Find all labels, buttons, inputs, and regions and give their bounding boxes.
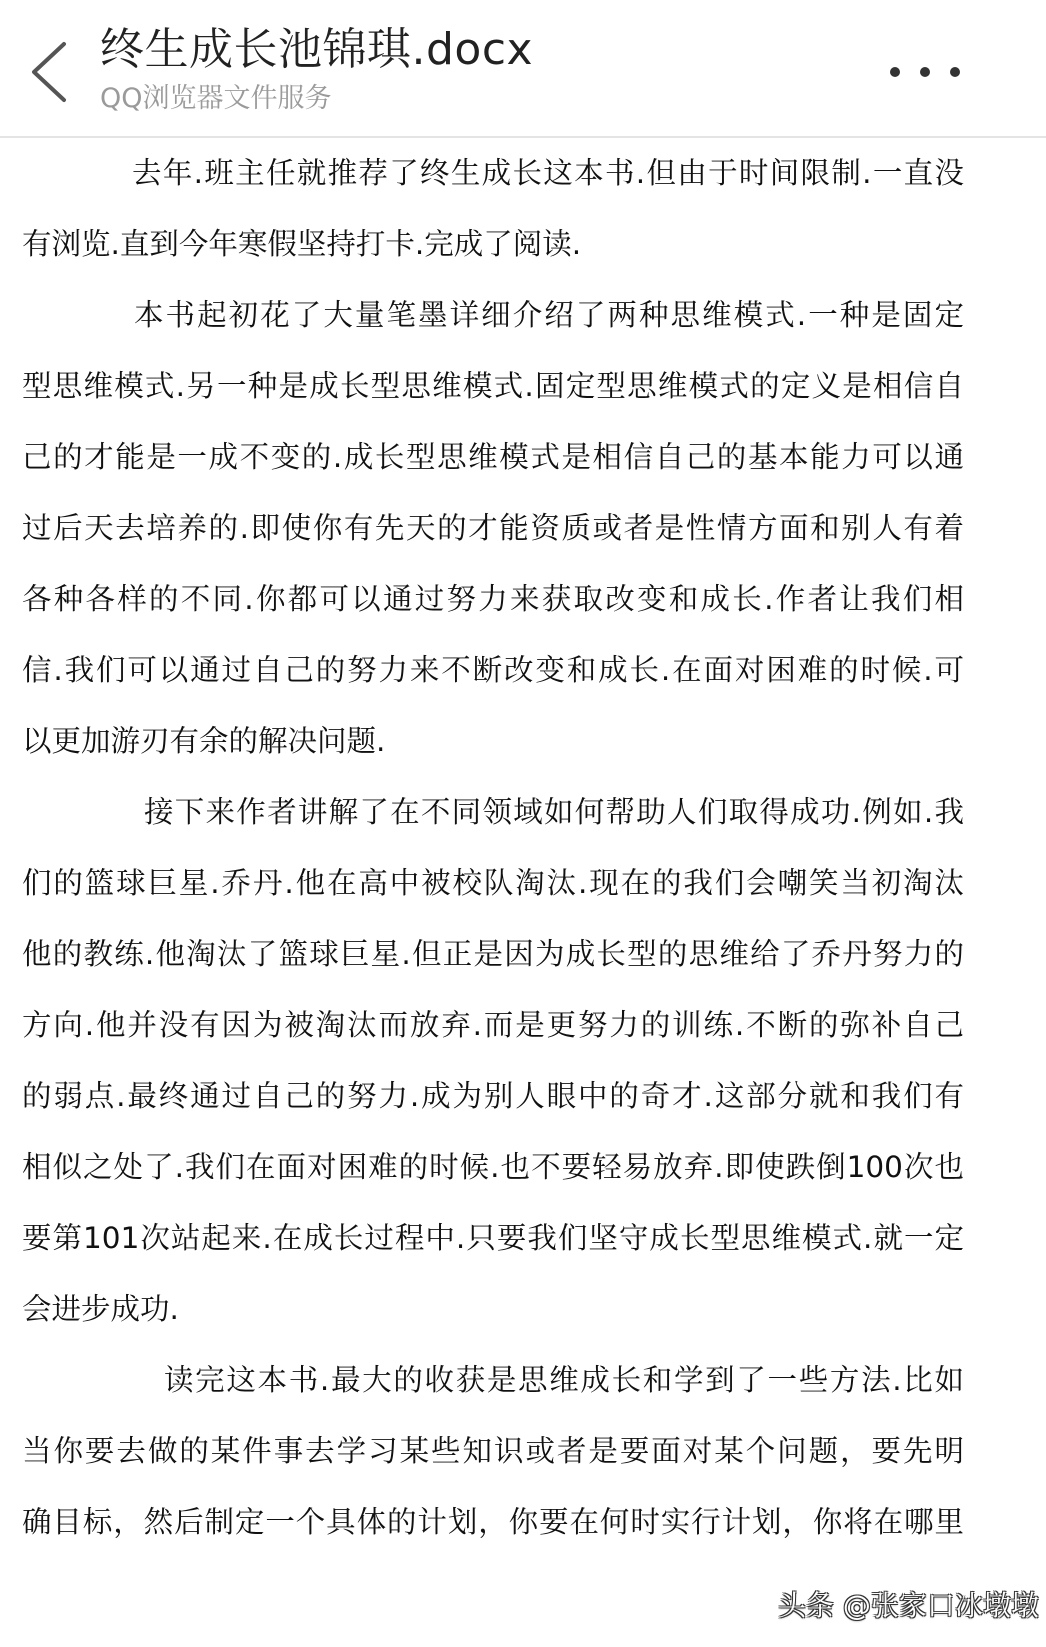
document-body	[22, 138, 964, 1558]
document-title: 终生成长池锦琪.docx	[100, 24, 534, 75]
document-text-line: 当你要去做的某件事去学习某些知识或者是要面对某个问题，要先明	[22, 1434, 964, 1468]
more-horizontal-icon-dot	[950, 67, 960, 77]
title-block	[100, 22, 533, 116]
document-text-line: 相似之处了.我们在面对困难的时候.也不要轻易放弃.即使跌倒100次也	[22, 1150, 964, 1184]
more-options-button[interactable]	[890, 56, 960, 88]
document-text-line: 接下来作者讲解了在不同领域如何帮助人们取得成功.例如.我	[144, 795, 964, 829]
document-text-line: 会进步成功.	[22, 1292, 179, 1326]
app-header	[0, 0, 1046, 138]
document-text-line: 型思维模式.另一种是成长型思维模式.固定型思维模式的定义是相信自	[22, 369, 964, 403]
document-text-line: 方向.他并没有因为被淘汰而放弃.而是更努力的训练.不断的弥补自己	[22, 1008, 964, 1042]
document-text-line: 信.我们可以通过自己的努力来不断改变和成长.在面对困难的时候.可	[22, 653, 964, 687]
document-text-line: 有浏览.直到今年寒假坚持打卡.完成了阅读.	[22, 227, 582, 261]
document-source-subtitle: QQ浏览器文件服务	[100, 83, 332, 114]
document-text-line: 以更加游刃有余的解决问题.	[22, 724, 386, 758]
back-button[interactable]	[22, 36, 82, 106]
document-text-line: 读完这本书.最大的收获是思维成长和学到了一些方法.比如	[164, 1363, 964, 1397]
more-horizontal-icon-dot	[890, 67, 900, 77]
document-text-line: 己的才能是一成不变的.成长型思维模式是相信自己的基本能力可以通	[22, 440, 964, 474]
watermark: 头条 @张家口冰墩墩	[778, 1589, 1039, 1622]
document-text-line: 们的篮球巨星.乔丹.他在高中被校队淘汰.现在的我们会嘲笑当初淘汰	[22, 866, 964, 900]
document-text-line: 的弱点.最终通过自己的努力.成为别人眼中的奇才.这部分就和我们有	[22, 1079, 964, 1113]
more-horizontal-icon-dot	[920, 67, 930, 77]
document-text-line: 本书起初花了大量笔墨详细介绍了两种思维模式.一种是固定	[134, 298, 964, 332]
document-text-line: 各种各样的不同.你都可以通过努力来获取改变和成长.作者让我们相	[22, 582, 964, 616]
document-text-line: 要第101次站起来.在成长过程中.只要我们坚守成长型思维模式.就一定	[22, 1221, 964, 1255]
document-text-line: 去年.班主任就推荐了终生成长这本书.但由于时间限制.一直没	[132, 156, 964, 190]
chevron-left-icon	[22, 36, 82, 106]
document-text-line: 他的教练.他淘汰了篮球巨星.但正是因为成长型的思维给了乔丹努力的	[22, 937, 964, 971]
document-text-line: 过后天去培养的.即使你有先天的才能资质或者是性情方面和别人有着	[22, 511, 964, 545]
document-text-line: 确目标，然后制定一个具体的计划，你要在何时实行计划，你将在哪里	[22, 1505, 964, 1539]
